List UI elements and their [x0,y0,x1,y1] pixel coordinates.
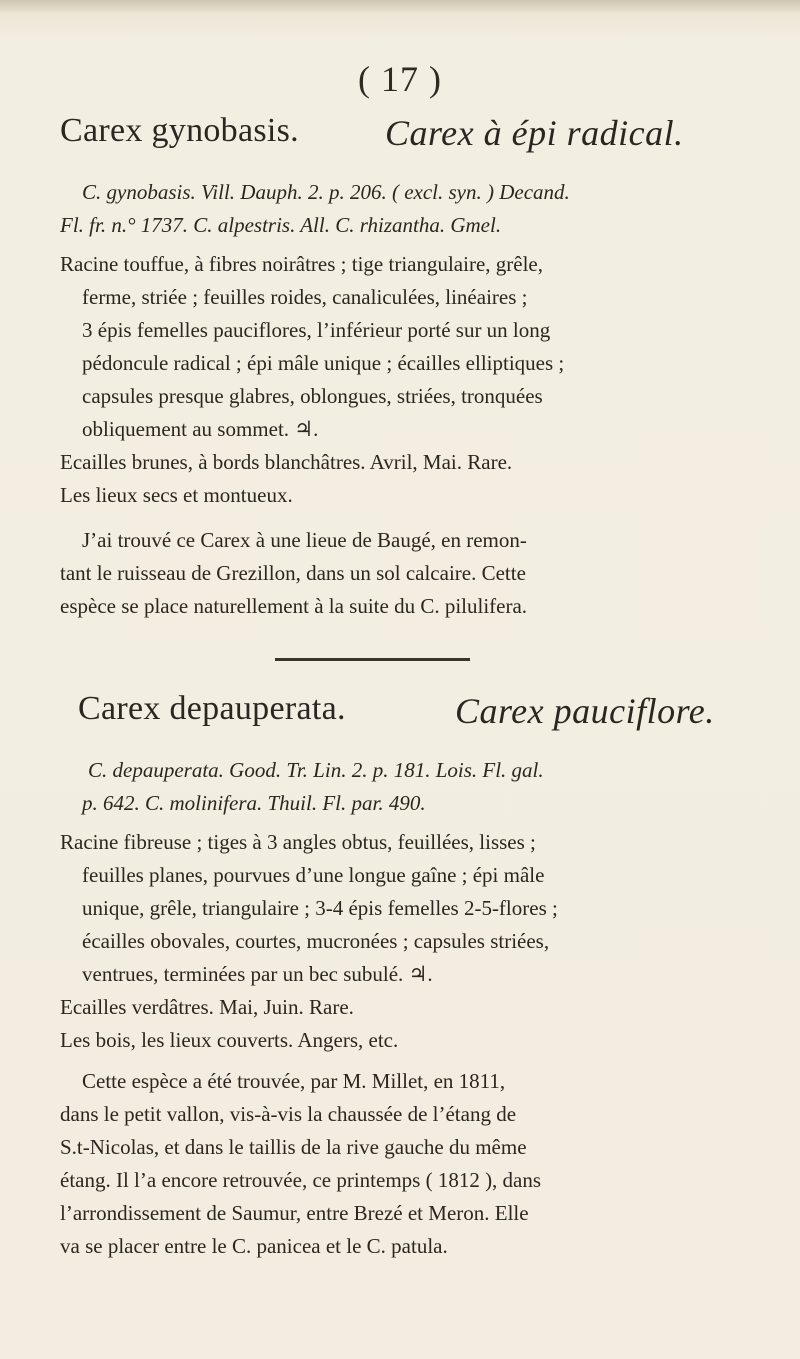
synonymy [60,754,760,820]
latin-name: Carex depauperata. [78,690,346,727]
note-line: J’ai trouvé ce Carex à une lieue de Baugé, en remon- [82,528,527,552]
habitat [60,991,760,1057]
description [60,826,760,991]
latin-name: Carex gynobasis. [60,112,299,149]
french-name: Carex à épi radical. [385,113,684,153]
habitat-line: Ecailles verdâtres. Mai, Juin. Rare. [60,995,354,1019]
habitat [60,446,760,512]
page-number: ( 17 ) [358,59,442,99]
section-divider [275,658,470,661]
note-line: Cette espèce a été trouvée, par M. Millet, en 1811, [82,1069,506,1093]
note [60,524,760,623]
synonymy-line: p. 642. C. molinifera. Thuil. Fl. par. 490. [82,791,426,815]
description-line: ventrues, terminées par un bec subulé. ♃. [82,962,433,986]
note-line: l’arrondissement de Saumur, entre Brezé et Meron. Elle [60,1201,529,1225]
description-line: ferme, striée ; feuilles roides, canaliculées, linéaires ; [82,285,528,309]
page-edge-shadow [0,0,800,14]
entry-carex-depauperata [60,690,760,1263]
note-line: va se placer entre le C. panicea et le C. patula. [60,1234,448,1258]
description-line: feuilles planes, pourvues d’une longue gaîne ; épi mâle [82,863,545,887]
note-line: tant le ruisseau de Grezillon, dans un sol calcaire. Cette [60,561,526,585]
synonymy-line: C. depauperata. Good. Tr. Lin. 2. p. 181. Lois. Fl. gal. [88,758,544,782]
entry-header [60,112,760,164]
description-line: 3 épis femelles pauciflores, l’inférieur porté sur un long [82,318,551,342]
note-line: espèce se place naturellement à la suite du C. pilulifera. [60,594,528,618]
habitat-line: Les bois, les lieux couverts. Angers, etc. [60,1028,399,1052]
entry-carex-gynobasis [60,112,760,623]
description-line: Racine fibreuse ; tiges à 3 angles obtus, feuillées, lisses ; [60,830,536,854]
description-line: écailles obovales, courtes, mucronées ; capsules striées, [82,929,550,953]
entry-header [60,690,760,742]
note-line: S.t-Nicolas, et dans le taillis de la rive gauche du même [60,1135,527,1159]
habitat-line: Les lieux secs et montueux. [60,483,293,507]
description [60,248,760,446]
description-line: obliquement au sommet. ♃. [82,417,319,441]
description-line: unique, grêle, triangulaire ; 3-4 épis femelles 2-5-flores ; [82,896,558,920]
synonymy [60,176,760,242]
synonymy-line: C. gynobasis. Vill. Dauph. 2. p. 206. ( excl. syn. ) Decand. [82,180,570,204]
synonymy-line: Fl. fr. n.° 1737. C. alpestris. All. C. rhizantha. Gmel. [60,213,502,237]
note [60,1065,760,1263]
french-name: Carex pauciflore. [455,691,715,731]
description-line: pédoncule radical ; épi mâle unique ; écailles elliptiques ; [82,351,565,375]
description-line: capsules presque glabres, oblongues, striées, tronquées [82,384,543,408]
note-line: étang. Il l’a encore retrouvée, ce printemps ( 1812 ), dans [60,1168,542,1192]
habitat-line: Ecailles brunes, à bords blanchâtres. Avril, Mai. Rare. [60,450,513,474]
note-line: dans le petit vallon, vis-à-vis la chaussée de l’étang de [60,1102,517,1126]
description-line: Racine touffue, à fibres noirâtres ; tige triangulaire, grêle, [60,252,543,276]
